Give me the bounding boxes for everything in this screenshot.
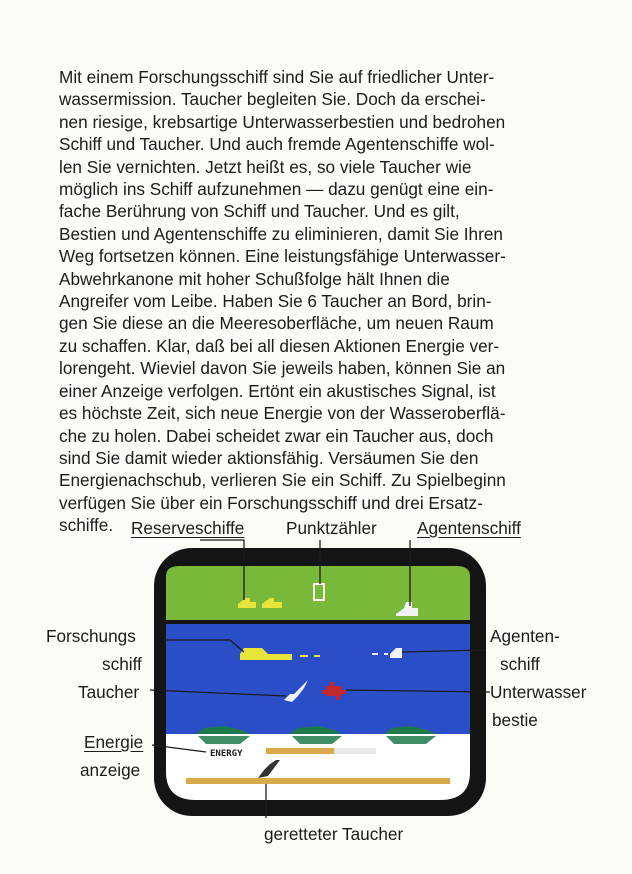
text-line: Mit einem Forschungsschiff sind Sie auf friedlicher Unter- <box>59 67 495 87</box>
text-line: es höchste Zeit, sich neue Energie von der Wasseroberflä- <box>59 403 506 424</box>
label-agent-ship-top: Agentenschiff <box>417 518 521 538</box>
label-energy-gauge-line1: Energie <box>84 732 144 752</box>
text-line: einer Anzeige verfolgen. Ertönt ein akustisches Signal, ist <box>59 380 496 401</box>
text-line: gen Sie diese an die Meeresoberfläche, um neuen Raum <box>59 313 494 334</box>
text-line: möglich ins Schiff aufzunehmen — dazu genügt eine ein- <box>59 179 494 200</box>
label-agent-ship-right-line2: schiff <box>500 654 540 674</box>
label-research-ship-line2: schiff <box>102 654 142 674</box>
text-line: Weg fortsetzen können. Eine leistungsfähige Unterwasser- <box>59 246 506 267</box>
label-rescued-diver: geretteter Taucher <box>264 824 404 844</box>
label-agent-ship-right-line1: Agenten- <box>490 626 560 646</box>
text-line: lorengeht. Wieviel davon Sie jeweils haben, können Sie an <box>59 358 506 379</box>
text-line: Abwehrkanone mit hoher Schußfolge hält Ihnen die <box>59 268 450 289</box>
text-line: nen riesige, krebsartige Unterwasserbestien und bedrohen <box>59 111 506 132</box>
label-underwater-beast-line1: Unterwasser <box>490 682 587 702</box>
text-line: Angreifer vom Leibe. Haben Sie 6 Taucher an Bord, brin- <box>59 291 492 312</box>
label-underwater-beast-line2: bestie <box>492 710 538 730</box>
text-line: fache Berührung von Schiff und Taucher. Und es gilt, <box>59 201 460 222</box>
text-line: verfügen Sie über ein Forschungsschiff und drei Ersatz- <box>59 492 483 513</box>
text-line: Energienachschub, verlieren Sie ein Schiff. Zu Spielbeginn <box>59 470 506 491</box>
text-line: Schiff und Taucher. Und auch fremde Agentenschiffe wol- <box>59 134 495 155</box>
text-line: len Sie vernichten. Jetzt heißt es, so viele Taucher wie <box>59 156 472 177</box>
label-reserve-ships: Reserveschiffe <box>131 518 245 538</box>
text-line: wassermission. Taucher begleiten Sie. Doch da erschei- <box>59 89 486 110</box>
label-research-ship-line1: Forschungs <box>46 626 136 646</box>
text-line: schiffe. <box>59 515 114 536</box>
text-line: sind Sie damit wieder aktionsfähig. Versäumen Sie den <box>59 447 479 468</box>
text-line: zu schaffen. Klar, daß bei all diesen Aktionen Energie ver- <box>59 335 500 356</box>
label-energy-gauge-line2: anzeige <box>80 760 141 780</box>
text-line: Bestien und Agentenschiffe zu eliminieren, damit Sie Ihren <box>59 223 503 244</box>
text-line: che zu holen. Dabei scheidet zwar ein Taucher aus, doch <box>59 425 494 446</box>
label-diver: Taucher <box>78 682 140 702</box>
label-score-counter: Punktzähler <box>286 518 377 538</box>
energy-word: ENERGY <box>210 749 243 759</box>
